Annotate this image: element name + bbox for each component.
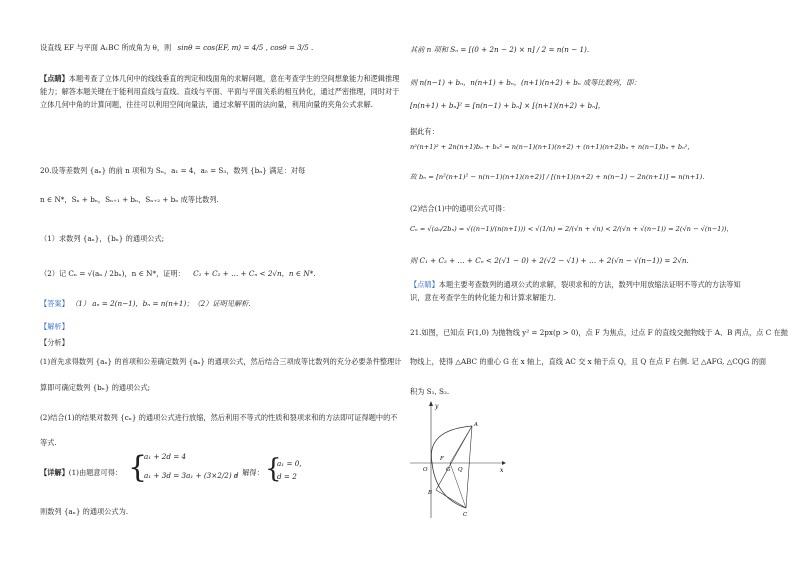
q20-part1: （1）求数列 {aₙ}，{bₙ} 的通项公式; [40,234,165,243]
solution-brace: { [265,454,282,484]
system-eq2: a₁ + 3d = 3a₁ + (3×2/2) d [144,471,239,480]
general-term-line: 则数列 {aₙ} 的通项公式为. [40,507,129,516]
expanded-equation: n²(n+1)² + 2n(n+1)bₙ + bₙ² = n(n−1)(n+1)(n+2) + (n+1)(n+2)bₙ + n(n−1)bₙ + bₙ²， [410,143,695,151]
q21-line2: 物线上，使得 △ABC 的重心 G 在 x 轴上，直线 AC 交 x 轴于点 Q，且 Q 在点 F 右侧. 记 △AFG, △CQG 的面 [410,357,767,366]
left-column [40,0,400,566]
right-column [410,0,788,566]
remark2-label: 【点睛】 [410,280,439,289]
solution-a1: a₁ = 0, [277,459,302,468]
label-O: O [423,467,428,473]
q20-part2-def: （2）记 Cₙ = √(aₙ / 2bₙ)，n ∈ N*，证明： [40,269,185,278]
q21-line3: 积为 S₁, S₂. [410,387,450,396]
angle-setup-text: 设直线 EF 与平面 A₁BC 所成角为 θ，则 [40,43,172,52]
analysis-line1: (1)首先求得数列 {aₙ} 的首项和公差确定数列 {aₙ} 的通项公式，然后结合三项成等比数列的充分必要条件整理计 [40,357,402,366]
answer-line [40,298,251,309]
q20-part2-inequality: C₁ + C₂ + … + Cₙ < 2√n，n ∈ N*. [193,269,316,278]
remark-body: 本题考查了立体几何中的线线垂直的判定和线面角的求解问题，意在考查学生的空间想象能力和逻辑推理能力；解答本题关键在于能利用直线与直线、直线与平面、平面与平面关系的相互转化，通过严密推理，同时对于立体几何中角的计算问题，往往可以利用空间向量法，通过求解平面的法向量，利用向量的夹角公式求解. [40,74,400,109]
angle-formula: sinθ = cos⟨EF, m⟩ = 4/5 , cosθ = 3/5 . [177,43,314,52]
q21-line1: 21.如图，已知点 F(1,0) 为抛物线 y² = 2px(p > 0)，点 F 为焦点，过点 F 的直线交抛物线于 A、B 两点，点 C 在抛 [410,328,788,337]
answer-body: （1） aₙ = 2(n−1)，bₙ = n(n+1)；（2）证明见解析. [71,299,251,308]
remark-paragraph [40,72,400,111]
parabola-figure [410,400,520,520]
x-axis-arrow [502,461,506,465]
fenxi-label: 【分析】 [40,338,69,347]
q20-part2 [40,268,316,279]
cn-inequality: Cₙ = √(aₙ/2bₙ) = √((n−1)/(n(n+1))) < √(1/n) = 2/(√n + √n) < 2/(√n + √(n−1)) = 2(√n − √(n−1))， [410,225,734,233]
q20-statement-line2: n ∈ N*，Sₙ + bₙ，Sₙ₊₁ + bₙ，Sₙ₊₂ + bₙ 成等比数列. [40,195,219,204]
detail-line [40,467,122,478]
detail-intro: (1)由题意可得： [68,468,123,477]
label-Q: Q [458,467,463,473]
label-y: y [435,403,439,410]
solution-d: d = 2 [277,472,297,481]
system-brace: { [128,450,148,485]
hence-label: 据此有： [410,127,439,136]
angle-setup-line [40,42,313,53]
solve-word: ，解得： [235,468,264,477]
label-F: F [440,456,444,462]
sum-formula: 其前 n 项和 Sₙ = [(0 + 2n − 2) × n] / 2 = n(n − 1). [410,45,590,54]
label-G: G [446,467,451,473]
geometric-equation: [n(n+1) + bₙ]² = [n(n−1) + bₙ] × [(n+1)(n+2) + bₙ]， [410,101,605,110]
label-A: A [474,422,478,428]
y-axis-arrow [429,401,433,406]
part2-intro: (2)结合(1)中的通项公式可得： [410,204,510,213]
line-BC [436,490,466,508]
line-AG [450,426,472,463]
system-eq1: a₁ + 2d = 4 [144,452,187,461]
analysis-line4: 等式. [40,438,57,447]
analysis-line3: (2)结合(1)的结果对数列 {cₙ} 的通项公式进行放缩，然后利用不等式的性质和裂项求和的方法即可证得题中的不 [40,413,398,422]
remark-label: 【点睛】 [40,74,69,83]
solution-system [265,454,305,488]
label-B: B [428,490,433,496]
q20-statement-line1: 20.设等差数列 {aₙ} 的前 n 项和为 Sₙ，a₁ = 4，a₅ = S₃，数列 {bₙ} 满足：对每 [40,166,306,175]
answer-label: 【答案】 [40,299,69,308]
remark2-paragraph [410,278,750,304]
sum-inequality: 则 C₁ + C₂ + … + Cₙ < 2(√1 − 0) + 2(√2 − √1) + … + 2(√n − √(n−1)) = 2√n. [410,256,689,265]
bn-derivation: 故 bₙ = [n²(n+1)² − n(n−1)(n+1)(n+2)] / [(n+1)(n+2) + n(n−1) − 2n(n+1)] = n(n+1). [410,173,705,181]
remark2-body: 本题主要考查数列的通项公式的求解，裂项求和的方法，数列中用放缩法证明不等式的方法等知识，意在考查学生的转化能力和计算求解能力. [410,280,741,302]
line-AC [466,426,472,508]
analysis-label: 【解析】 [40,322,69,331]
geometric-condition: 则 n(n−1) + bₙ，n(n+1) + bₙ，(n+1)(n+2) + bₙ 成等比数列，即： [410,78,641,87]
label-x: x [500,467,504,474]
label-C: C [463,512,468,518]
detail-label: 【详解】 [40,468,69,477]
analysis-line2: 算即可确定数列 {bₙ} 的通项公式; [40,383,151,392]
